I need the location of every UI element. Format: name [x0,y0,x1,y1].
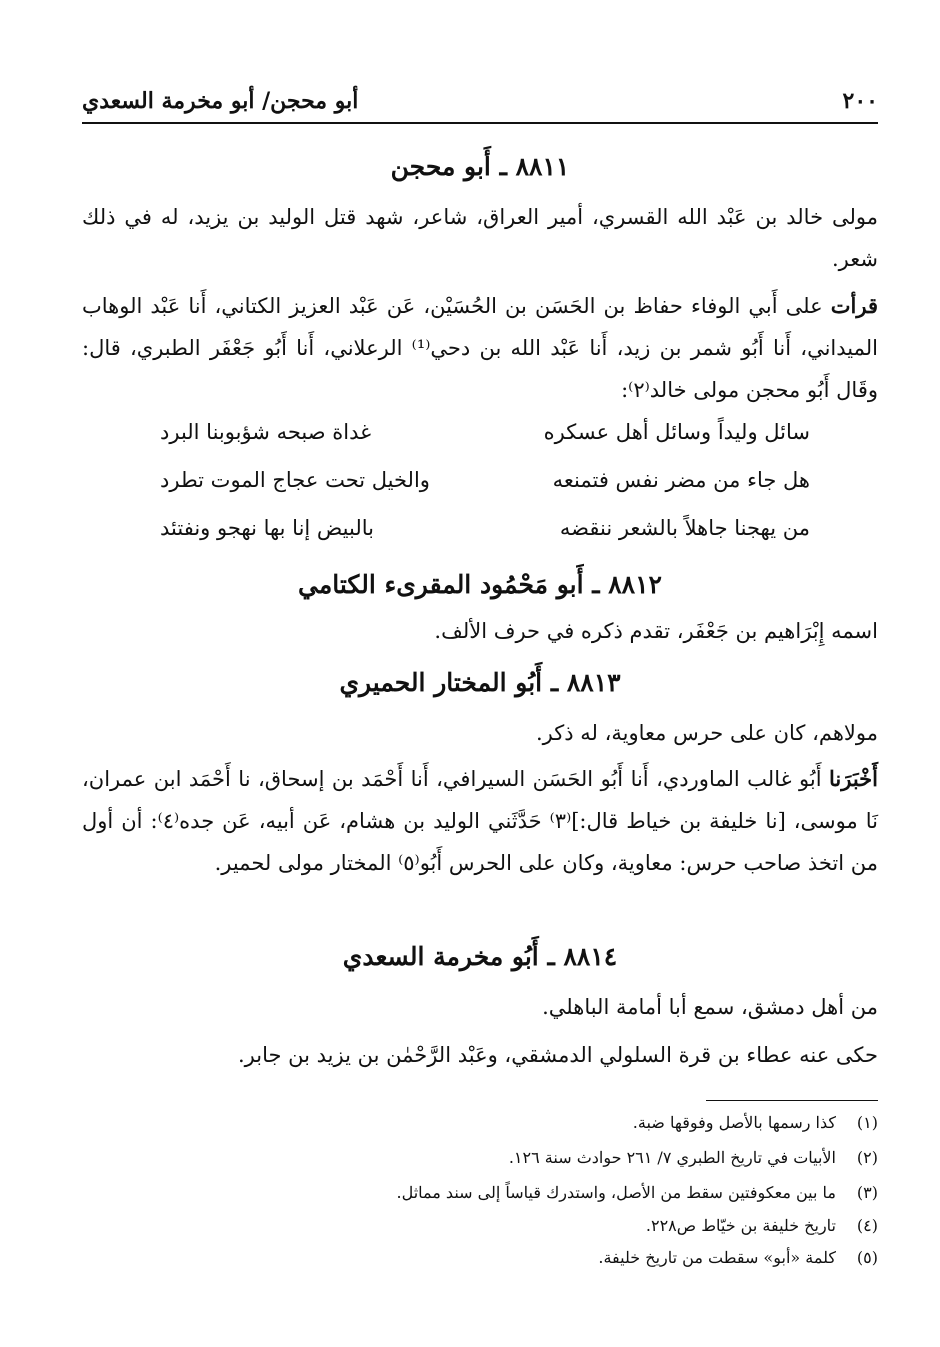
verse-second-hemistich: بالبيض إنا بها نهجو ونفتئد [160,516,374,540]
entry-title: ٨٨١٤ ـ أَبُو مخرمة السعدي [342,942,618,971]
verse-first-hemistich: من يهجنا جاهلاً بالشعر ننقضه [559,516,810,540]
footnote [82,1248,878,1278]
verse-line [160,420,810,462]
entry-description: اسمه إِبْرَاهيم بن جَعْفَر، تقدم ذكره في حرف الألف. [434,619,878,643]
isnad-lead: أَخْبَرَنا [829,766,878,791]
page-header [82,82,878,124]
footnote [82,1183,878,1213]
verse-first-hemistich: سائل وليداً وسائل أهل عسكره [543,420,810,444]
footnote-number: (٢) [856,1148,878,1167]
footnote [82,1148,878,1178]
footnote-number: (٣) [856,1183,878,1202]
footnote [82,1216,878,1246]
footnote-number: (٥) [856,1248,878,1267]
verse-second-hemistich: والخيل تحت عجاج الموت تطرد [160,468,430,492]
entry-description: مولاهم، كان على حرس معاوية، له ذكر. [535,721,878,745]
footnote-text: تاريخ خليفة بن خيّاط ص٢٢٨. [645,1216,836,1235]
verse-line [160,516,810,558]
footnote-separator [706,1100,878,1101]
entry-description: حكى عنه عطاء بن قرة السلولي الدمشقي، وعَبْد الرَّحْمٰن بن يزيد بن جابر. [237,1043,878,1067]
footnote-text: الأبيات في تاريخ الطبري ٧/ ٢٦١ حوادث سنة ١٢٦. [508,1148,836,1167]
entry-title: ٨٨١٢ ـ أَبو مَحْمُود المقرىء الكتامي [298,570,662,599]
footnote-text: ما بين معكوفتين سقط من الأصل، واستدرك قياساً إلى سند مماثل. [396,1183,836,1202]
entry-title: ٨٨١١ ـ أَبو محجن [390,152,570,181]
isnad-text: على أَبي الوفاء حفاظ بن الحَسَن بن الحُسَيْن، عَن عَبْد العزيز الكتاني، أَنا عَبْد الوهاب الميداني، أَنا أَبُو شمر بن زيد، أَنا عَبْد الله بن دحي⁽¹⁾ الرعلاني، أَنا أَبُو جَعْفَر الطبري، قال: وقَال أَبُو محجن مولى خالد⁽٢⁾: [82,294,878,402]
isnad-paragraph [82,758,878,884]
footnote-text: كذا رسمها بالأصل وفوقها ضبة. [632,1113,836,1132]
verse-first-hemistich: هل جاء من مضر نفس فتمنعه [552,468,810,492]
verse-second-hemistich: غداة صبحه شؤبوبنا البرد [160,420,372,444]
entry-description: من أهل دمشق، سمع أبا أمامة الباهلي. [542,995,878,1019]
isnad-text: أَبُو غالب الماوردي، أَنا أَبُو الحَسَن السيرافي، أَنا أَحْمَد بن إسحاق، نا أَحْمَد ابن عمران، نَا موسى، [نا خليفة بن خياط قال:]⁽٣⁾ حَدَّثَني الوليد بن هشام، عَن أبيه، عَن جده⁽٤⁾: أن أول من اتخذ صاحب حرس: معاوية، وكان على الحرس أَبُو⁽٥⁾ المختار مولى لحمير. [82,767,878,875]
footnote-text: كلمة «أبو» سقطت من تاريخ خليفة. [598,1248,836,1267]
entry-title: ٨٨١٣ ـ أَبُو المختار الحميري [339,668,621,697]
running-head: أبو محجن/ أبو مخرمة السعدي [82,88,359,114]
page-number: ٢٠٠ [842,88,878,114]
footnote-number: (١) [856,1113,878,1132]
footnote [82,1113,878,1143]
footnote-number: (٤) [856,1216,878,1235]
isnad-paragraph [82,285,878,411]
isnad-lead: قرأت [830,293,878,318]
entry-description: مولى خالد بن عَبْد الله القسري، أمير العراق، شاعر، شهد قتل الوليد بن يزيد، له في ذلك شعر. [82,205,878,271]
verse-line [160,468,810,510]
